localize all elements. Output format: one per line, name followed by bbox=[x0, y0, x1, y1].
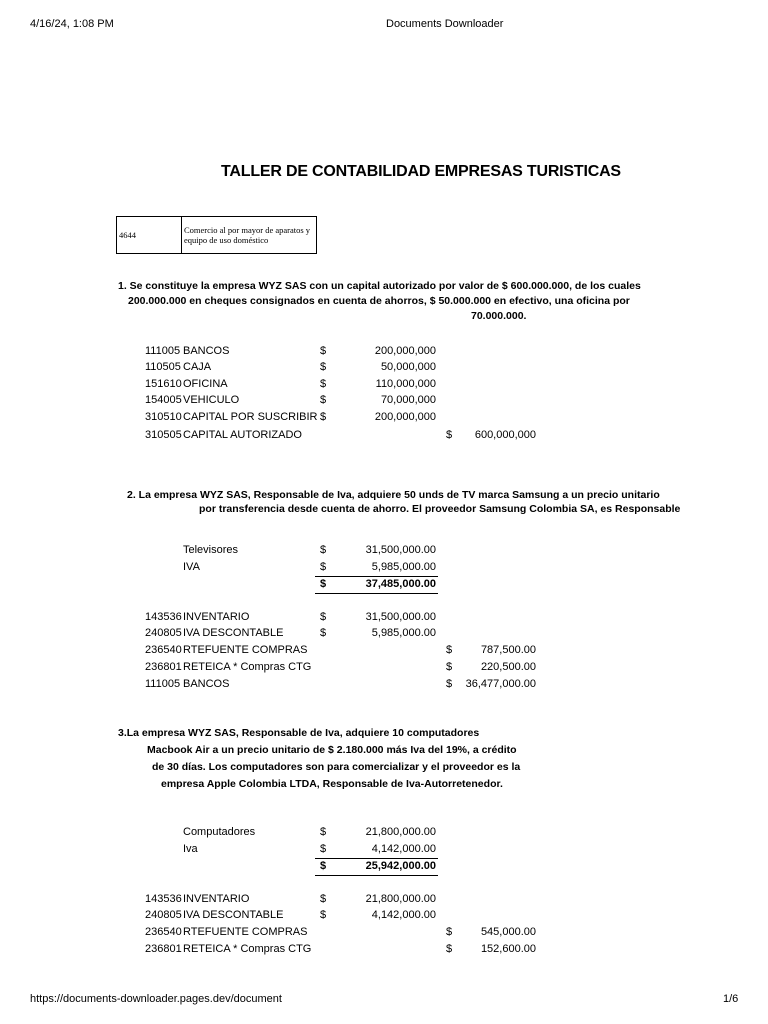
calc-row bbox=[0, 544, 768, 560]
debit-sign: $ bbox=[320, 893, 327, 905]
account-code: 240805 bbox=[145, 627, 182, 639]
account-name: INVENTARIO bbox=[183, 893, 250, 905]
calc-value: 21,800,000.00 bbox=[365, 826, 436, 838]
account-code: 236540 bbox=[145, 644, 182, 656]
debit-sign: $ bbox=[320, 345, 327, 357]
credit-value: 787,500.00 bbox=[480, 644, 536, 656]
debit-sign: $ bbox=[320, 909, 327, 921]
credit-value: 600,000,000 bbox=[474, 429, 536, 441]
account-code: 143536 bbox=[145, 611, 182, 623]
calc-value: 31,500,000.00 bbox=[365, 544, 436, 556]
account-code: 236801 bbox=[145, 661, 182, 673]
ex1-statement-line-3: 70.000.000. bbox=[471, 310, 527, 322]
account-code: 111005 bbox=[145, 678, 181, 690]
journal-row bbox=[0, 943, 768, 959]
calc-label: Iva bbox=[183, 843, 198, 855]
calc-row bbox=[0, 561, 768, 577]
calc-total-row bbox=[0, 578, 768, 594]
account-name: INVENTARIO bbox=[183, 611, 250, 623]
account-code: 310510 bbox=[145, 411, 182, 423]
debit-sign: $ bbox=[320, 611, 327, 623]
account-name: IVA DESCONTABLE bbox=[183, 909, 284, 921]
calc-sign: $ bbox=[320, 561, 327, 573]
account-name: VEHICULO bbox=[183, 394, 240, 406]
debit-value: 31,500,000.00 bbox=[365, 611, 436, 623]
account-name: RTEFUENTE COMPRAS bbox=[183, 644, 308, 656]
journal-row bbox=[0, 909, 768, 925]
credit-sign: $ bbox=[446, 943, 453, 955]
debit-value: 5,985,000.00 bbox=[371, 627, 436, 639]
debit-value: 50,000,000 bbox=[380, 361, 436, 373]
journal-row bbox=[0, 627, 768, 643]
calc-value: 4,142,000.00 bbox=[371, 843, 436, 855]
account-name: RTEFUENTE COMPRAS bbox=[183, 926, 308, 938]
ex2-statement-line-1: 2. La empresa WYZ SAS, Responsable de Iva, adquiere 50 unds de TV marca Samsung a un precio unitario bbox=[127, 489, 660, 501]
account-code: 236540 bbox=[145, 926, 182, 938]
print-url[interactable]: https://documents-downloader.pages.dev/document bbox=[30, 993, 282, 1005]
calc-sign: $ bbox=[320, 860, 327, 872]
account-code: 236801 bbox=[145, 943, 182, 955]
calc-total-value: 37,485,000.00 bbox=[365, 578, 436, 590]
calc-sign: $ bbox=[320, 843, 327, 855]
journal-row bbox=[0, 661, 768, 677]
journal-row bbox=[0, 429, 768, 445]
account-code: 111005 bbox=[145, 345, 181, 357]
debit-sign: $ bbox=[320, 627, 327, 639]
calc-row bbox=[0, 843, 768, 859]
calc-label: Televisores bbox=[183, 544, 239, 556]
debit-value: 200,000,000 bbox=[374, 345, 436, 357]
ex1-statement-line-2: 200.000.000 en cheques consignados en cuenta de ahorros, $ 50.000.000 en efectivo, una oficina por bbox=[128, 295, 630, 307]
debit-value: 70,000,000 bbox=[380, 394, 436, 406]
account-code: 143536 bbox=[145, 893, 182, 905]
ex3-statement-line-3: de 30 días. Los computadores son para comercializar y el proveedor es la bbox=[152, 761, 521, 773]
account-name: RETEICA * Compras CTG bbox=[183, 943, 312, 955]
debit-value: 110,000,000 bbox=[375, 378, 436, 390]
debit-sign: $ bbox=[320, 394, 327, 406]
ex2-statement-line-2: por transferencia desde cuenta de ahorro. El proveedor Samsung Colombia SA, es Responsable bbox=[199, 503, 681, 515]
credit-value: 545,000.00 bbox=[480, 926, 536, 938]
journal-row bbox=[0, 394, 768, 410]
account-name: IVA DESCONTABLE bbox=[183, 627, 284, 639]
account-code: 154005 bbox=[145, 394, 182, 406]
journal-row bbox=[0, 611, 768, 627]
calc-row bbox=[0, 826, 768, 842]
account-name: BANCOS bbox=[183, 345, 230, 357]
subtotal-rule bbox=[315, 576, 438, 577]
account-code: 151610 bbox=[145, 378, 182, 390]
document-title: TALLER DE CONTABILIDAD EMPRESAS TURISTICAS bbox=[221, 163, 621, 180]
calc-sign: $ bbox=[320, 544, 327, 556]
print-datetime: 4/16/24, 1:08 PM bbox=[30, 18, 114, 30]
credit-value: 152,600.00 bbox=[480, 943, 536, 955]
total-rule bbox=[315, 593, 438, 594]
credit-sign: $ bbox=[446, 644, 453, 656]
debit-sign: $ bbox=[320, 361, 327, 373]
debit-value: 21,800,000.00 bbox=[365, 893, 436, 905]
account-name: OFICINA bbox=[183, 378, 228, 390]
calc-sign: $ bbox=[320, 826, 327, 838]
debit-value: 4,142,000.00 bbox=[371, 909, 436, 921]
credit-value: 220,500.00 bbox=[480, 661, 536, 673]
ex3-statement-line-2: Macbook Air a un precio unitario de $ 2.180.000 más Iva del 19%, a crédito bbox=[147, 744, 517, 756]
account-code: 310505 bbox=[145, 429, 182, 441]
print-page-number: 1/6 bbox=[723, 993, 739, 1005]
journal-row bbox=[0, 411, 768, 427]
total-rule bbox=[315, 875, 438, 876]
credit-sign: $ bbox=[446, 429, 453, 441]
subtotal-rule bbox=[315, 858, 438, 859]
print-app-title: Documents Downloader bbox=[386, 18, 504, 30]
calc-label: IVA bbox=[183, 561, 200, 573]
debit-sign: $ bbox=[320, 378, 327, 390]
credit-value: 36,477,000.00 bbox=[465, 678, 536, 690]
account-name: CAPITAL AUTORIZADO bbox=[183, 429, 302, 441]
journal-row bbox=[0, 926, 768, 942]
calc-label: Computadores bbox=[183, 826, 256, 838]
journal-row bbox=[0, 361, 768, 377]
credit-sign: $ bbox=[446, 661, 453, 673]
ex3-statement-line-4: empresa Apple Colombia LTDA, Responsable de Iva-Autorretenedor. bbox=[161, 778, 503, 790]
journal-row bbox=[0, 893, 768, 909]
calc-sign: $ bbox=[320, 578, 327, 590]
debit-sign: $ bbox=[320, 411, 327, 423]
journal-row bbox=[0, 644, 768, 660]
ex1-statement-line-1: 1. Se constituye la empresa WYZ SAS con un capital autorizado por valor de $ 600.000.000, de los cuales bbox=[118, 280, 641, 292]
calc-value: 5,985,000.00 bbox=[371, 561, 436, 573]
account-name: CAPITAL POR SUSCRIBIR bbox=[183, 411, 318, 423]
calc-total-value: 25,942,000.00 bbox=[365, 860, 436, 872]
calc-total-row bbox=[0, 860, 768, 876]
debit-value: 200,000,000 bbox=[374, 411, 436, 423]
journal-row bbox=[0, 378, 768, 394]
ex3-statement-line-1: 3.La empresa WYZ SAS, Responsable de Iva, adquiere 10 computadores bbox=[118, 727, 480, 739]
account-name: CAJA bbox=[183, 361, 212, 373]
credit-sign: $ bbox=[446, 926, 453, 938]
account-code: 240805 bbox=[145, 909, 182, 921]
account-code: 110505 bbox=[145, 361, 181, 373]
account-name: BANCOS bbox=[183, 678, 230, 690]
credit-sign: $ bbox=[446, 678, 453, 690]
journal-row bbox=[0, 345, 768, 361]
account-name: RETEICA * Compras CTG bbox=[183, 661, 312, 673]
ciiu-code: 4644 bbox=[117, 217, 182, 254]
journal-row bbox=[0, 678, 768, 694]
ciiu-table bbox=[116, 216, 317, 254]
ciiu-description: Comercio al por mayor de aparatos y equipo de uso doméstico bbox=[182, 217, 317, 254]
